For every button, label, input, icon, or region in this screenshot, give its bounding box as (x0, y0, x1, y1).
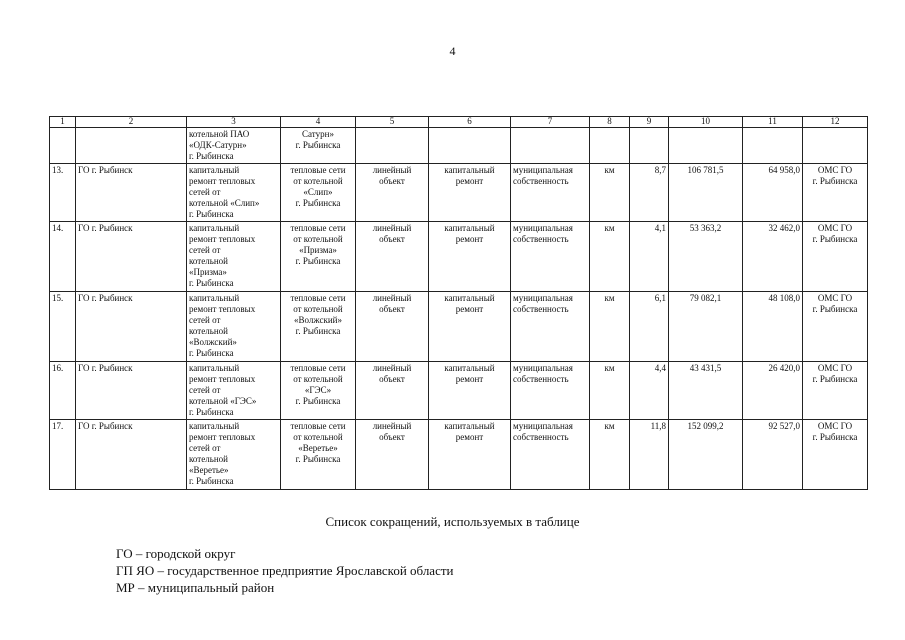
table-row (50, 362, 868, 420)
column-header: 2 (76, 117, 187, 128)
table-row-continuation (50, 128, 868, 164)
table-cell: 8,7 (630, 164, 669, 222)
table-cell: км (590, 222, 630, 292)
table-cell: ОМС ГО г. Рыбинска (803, 420, 868, 490)
table-cell: ОМС ГО г. Рыбинска (803, 292, 868, 362)
table-cell: капитальный ремонт (429, 164, 511, 222)
column-header: 7 (511, 117, 590, 128)
table-cell: муниципальная собственность (511, 222, 590, 292)
table-cell: линейный объект (356, 222, 429, 292)
table-cell: 16. (50, 362, 76, 420)
capital-repair-table (49, 116, 868, 490)
table-cell: тепловые сети от котельной «Веретье» г. Рыбинска (281, 420, 356, 490)
table-cell: капитальный ремонт тепловых сетей от котельной «ГЭС» г. Рыбинска (187, 362, 281, 420)
table-cell: ОМС ГО г. Рыбинска (803, 222, 868, 292)
column-header: 8 (590, 117, 630, 128)
table-row (50, 164, 868, 222)
table-cell (511, 128, 590, 164)
table-cell: ГО г. Рыбинск (76, 292, 187, 362)
table-cell: км (590, 420, 630, 490)
table-cell: капитальный ремонт (429, 292, 511, 362)
table-cell: 15. (50, 292, 76, 362)
table-cell: 32 462,0 (743, 222, 803, 292)
table-body (50, 128, 868, 490)
header-row (50, 117, 868, 128)
table-cell: ГО г. Рыбинск (76, 222, 187, 292)
table-cell: 152 099,2 (669, 420, 743, 490)
table-cell: км (590, 292, 630, 362)
table-cell: 17. (50, 420, 76, 490)
table-cell: котельной ПАО «ОДК-Сатурн» г. Рыбинска (187, 128, 281, 164)
table-cell: муниципальная собственность (511, 362, 590, 420)
column-header: 6 (429, 117, 511, 128)
table-cell: линейный объект (356, 420, 429, 490)
table-cell: 11,8 (630, 420, 669, 490)
table-cell: капитальный ремонт (429, 222, 511, 292)
table-cell: ГО г. Рыбинск (76, 164, 187, 222)
table-cell: 48 108,0 (743, 292, 803, 362)
table-cell: тепловые сети от котельной «Слип» г. Рыбинска (281, 164, 356, 222)
table-cell: линейный объект (356, 292, 429, 362)
table-cell: 106 781,5 (669, 164, 743, 222)
abbreviations-title: Список сокращений, используемых в таблице (325, 514, 580, 529)
table-cell: капитальный ремонт (429, 420, 511, 490)
table-cell: муниципальная собственность (511, 420, 590, 490)
table-cell: капитальный ремонт (429, 362, 511, 420)
table-cell: линейный объект (356, 362, 429, 420)
table-cell: км (590, 362, 630, 420)
table-cell (803, 128, 868, 164)
table-cell: капитальный ремонт тепловых сетей от котельной «Волжский» г. Рыбинска (187, 292, 281, 362)
table-cell: 43 431,5 (669, 362, 743, 420)
table-cell: 79 082,1 (669, 292, 743, 362)
column-header: 1 (50, 117, 76, 128)
table-cell: 6,1 (630, 292, 669, 362)
table-cell (50, 128, 76, 164)
table-cell: тепловые сети от котельной «Волжский» г. Рыбинска (281, 292, 356, 362)
column-header: 4 (281, 117, 356, 128)
table-cell: 14. (50, 222, 76, 292)
table-cell: 53 363,2 (669, 222, 743, 292)
table-cell: 92 527,0 (743, 420, 803, 490)
table-cell: капитальный ремонт тепловых сетей от котельной «Призма» г. Рыбинска (187, 222, 281, 292)
table-cell: капитальный ремонт тепловых сетей от котельной «Веретье» г. Рыбинска (187, 420, 281, 490)
table-cell: 26 420,0 (743, 362, 803, 420)
table-cell: ГО г. Рыбинск (76, 420, 187, 490)
table-cell: км (590, 164, 630, 222)
table-cell: ОМС ГО г. Рыбинска (803, 164, 868, 222)
table-cell: 4,1 (630, 222, 669, 292)
column-header: 5 (356, 117, 429, 128)
table-cell (429, 128, 511, 164)
table-cell (669, 128, 743, 164)
table-cell (356, 128, 429, 164)
table-cell (630, 128, 669, 164)
table-cell: муниципальная собственность (511, 164, 590, 222)
column-header: 10 (669, 117, 743, 128)
table-row (50, 292, 868, 362)
page-number: 4 (449, 44, 456, 58)
table-cell: тепловые сети от котельной «ГЭС» г. Рыбинска (281, 362, 356, 420)
table-cell: ГО г. Рыбинск (76, 362, 187, 420)
column-header: 11 (743, 117, 803, 128)
table-cell: 4,4 (630, 362, 669, 420)
table-cell: капитальный ремонт тепловых сетей от котельной «Слип» г. Рыбинска (187, 164, 281, 222)
table-cell (590, 128, 630, 164)
column-header: 3 (187, 117, 281, 128)
table-cell: ОМС ГО г. Рыбинска (803, 362, 868, 420)
table-cell: 13. (50, 164, 76, 222)
abbreviation-item: ГО – городской округ (116, 546, 236, 561)
abbreviation-item: ГП ЯО – государственное предприятие Ярославской области (116, 563, 454, 578)
column-header: 9 (630, 117, 669, 128)
table-cell: Сатурн» г. Рыбинска (281, 128, 356, 164)
table-row (50, 420, 868, 490)
table-cell: муниципальная собственность (511, 292, 590, 362)
table-cell (743, 128, 803, 164)
table-row (50, 222, 868, 292)
column-header: 12 (803, 117, 868, 128)
table-cell: 64 958,0 (743, 164, 803, 222)
table-cell (76, 128, 187, 164)
abbreviation-item: МР – муниципальный район (116, 580, 275, 595)
table-cell: линейный объект (356, 164, 429, 222)
abbreviations-list (116, 545, 453, 596)
table-cell: тепловые сети от котельной «Призма» г. Рыбинска (281, 222, 356, 292)
